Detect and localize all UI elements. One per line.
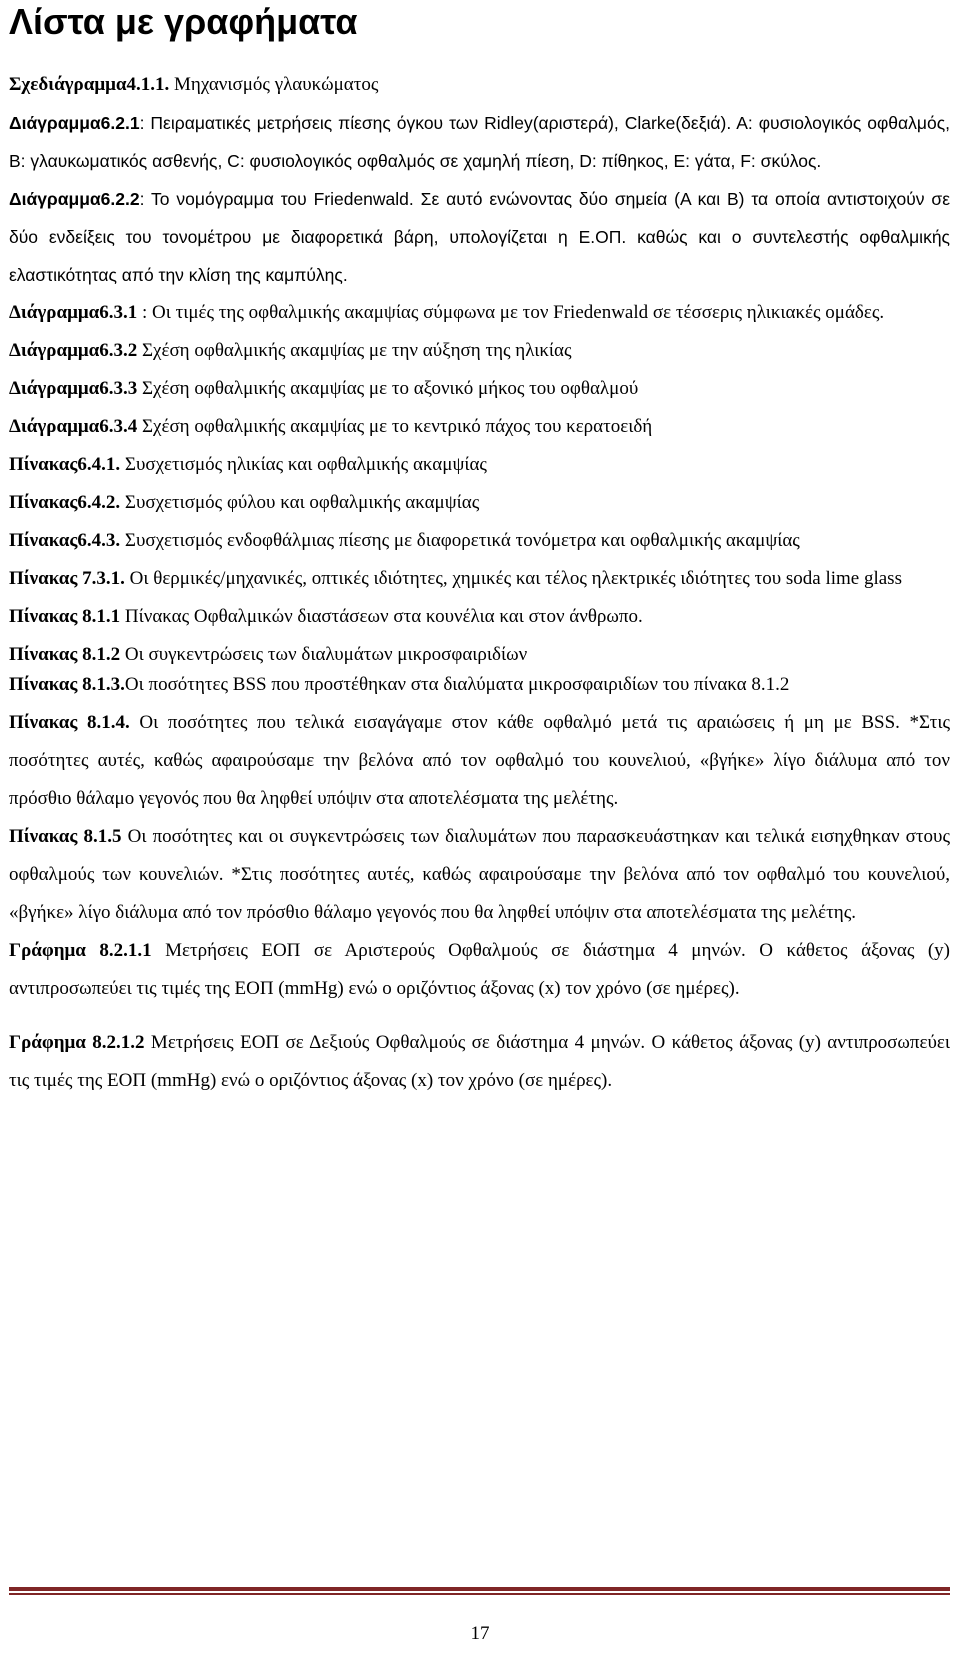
entry-text: Οι συγκεντρώσεις των διαλυμάτων μικροσφαιριδίων bbox=[120, 644, 528, 665]
entry-text: Σχέση οφθαλμικής ακαμψίας με το κεντρικό πάχος του κερατοειδή bbox=[137, 416, 653, 437]
list-item bbox=[9, 484, 950, 522]
list-item bbox=[9, 408, 950, 446]
list-item bbox=[9, 180, 950, 294]
entry-label: Πίνακας 8.1.2 bbox=[9, 644, 121, 665]
page-number: 17 bbox=[470, 1623, 490, 1644]
entry-text: Σχέση οφθαλμικής ακαμψίας με το αξονικό μήκος του οφθαλμού bbox=[137, 378, 639, 399]
entry-label: Διάγραμμα6.3.2 bbox=[9, 340, 138, 361]
entry-label: Διάγραμμα6.2.1 bbox=[9, 113, 140, 133]
list-item bbox=[9, 446, 950, 484]
entry-text: Μηχανισμός γλαυκώματος bbox=[169, 74, 379, 95]
list-item bbox=[9, 818, 950, 932]
entry-text: Συσχετισμός ηλικίας και οφθαλμικής ακαμψίας bbox=[120, 454, 487, 475]
entry-label: Γράφημα 8.2.1.2 bbox=[9, 1032, 145, 1053]
entry-text: Οι ποσότητες BSS που προστέθηκαν στα διαλύματα μικροσφαιριδίων του πίνακα 8.1.2 bbox=[124, 674, 790, 695]
entry-text: Σχέση οφθαλμικής ακαμψίας με την αύξηση της ηλικίας bbox=[137, 340, 572, 361]
entry-label: Πίνακας6.4.2. bbox=[9, 492, 121, 513]
list-item bbox=[9, 598, 950, 636]
page-title: Λίστα με γραφήματα bbox=[9, 1, 358, 42]
list-item bbox=[9, 370, 950, 408]
entry-text: Οι ποσότητες και οι συγκεντρώσεις των διαλυμάτων που παρασκευάστηκαν και τελικά εισηχθηκαν στους οφθαλμούς των κουνελιών. *Στις ποσότητες αυτές, καθώς αφαιρούσαμε την βελόνα από τον οφθαλμό του κουνελιού, «βγήκε» λίγο διάλυμα από τον πρόσθιο θάλαμο γεγονός που θα ληφθεί υπόψιν στα αποτελέσματα της μελέτης. bbox=[9, 826, 950, 923]
list-item bbox=[9, 332, 950, 370]
list-item bbox=[9, 294, 950, 332]
entry-label: Διάγραμμα6.3.4 bbox=[9, 416, 138, 437]
entry-text: Οι ποσότητες που τελικά εισαγάγαμε στον κάθε οφθαλμό μετά τις αραιώσεις ή μη με BSS. *Στις ποσότητες αυτές, καθώς αφαιρούσαμε την βελόνα από τον οφθαλμό του κουνελιού, «βγήκε» λίγο διάλυμα από τον πρόσθιο θάλαμο γεγονός που θα ληφθεί υπόψιν στα αποτελέσματα της μελέτης. bbox=[9, 712, 950, 809]
entry-text: Συσχετισμός φύλου και οφθαλμικής ακαμψίας bbox=[120, 492, 480, 513]
list-item bbox=[9, 1024, 950, 1100]
entry-label: Πίνακας 8.1.5 bbox=[9, 826, 122, 847]
list-item bbox=[9, 560, 950, 598]
list-item bbox=[9, 666, 950, 704]
entry-text: Πίνακας Οφθαλμικών διαστάσεων στα κουνέλια και στον άνθρωπο. bbox=[120, 606, 643, 627]
entry-label: Πίνακας6.4.3. bbox=[9, 530, 121, 551]
entry-text: Οι θερμικές/μηχανικές, οπτικές ιδιότητες, χημικές και τέλος ηλεκτρικές ιδιότητες του soda lime glass bbox=[124, 568, 902, 589]
list-item bbox=[9, 66, 950, 104]
list-item bbox=[9, 704, 950, 818]
entry-label: Πίνακας 8.1.1 bbox=[9, 606, 121, 627]
footer-rule-thin bbox=[9, 1593, 950, 1595]
entry-label: Πίνακας 8.1.4. bbox=[9, 712, 130, 733]
list-item bbox=[9, 104, 950, 180]
entry-label: Σχεδιάγραμμα4.1.1. bbox=[9, 74, 170, 95]
entry-text: Συσχετισμός ενδοφθάλμιας πίεσης με διαφορετικά τονόμετρα και οφθαλμικής ακαμψίας bbox=[120, 530, 800, 551]
entry-text: Μετρήσεις ΕΟΠ σε Δεξιούς Οφθαλμούς σε διάστημα 4 μηνών. Ο κάθετος άξονας (y) αντιπροσωπεύει τις τιμές της ΕΟΠ (mmHg) ενώ ο οριζόντιος άξονας (x) τον χρόνο (σε ημέρες). bbox=[9, 1032, 950, 1091]
entry-label: Πίνακας 7.3.1. bbox=[9, 568, 125, 589]
footer-rule-thick bbox=[9, 1587, 950, 1591]
entry-text: Μετρήσεις ΕΟΠ σε Αριστερούς Οφθαλμούς σε διάστημα 4 μηνών. Ο κάθετος άξονας (y) αντιπροσωπεύει τις τιμές της ΕΟΠ (mmHg) ενώ ο οριζόντιος άξονας (x) τον χρόνο (σε ημέρες). bbox=[9, 940, 950, 999]
list-item bbox=[9, 522, 950, 560]
entry-label: Διάγραμμα6.3.1 bbox=[9, 302, 138, 323]
entry-label: Διάγραμμα6.3.3 bbox=[9, 378, 138, 399]
entry-text: : Οι τιμές της οφθαλμικής ακαμψίας σύμφωνα με τον Friedenwald σε τέσσερις ηλικιακές ομάδες. bbox=[137, 302, 885, 323]
list-of-figures bbox=[9, 66, 950, 1100]
footer-rule bbox=[9, 1587, 950, 1595]
entry-text: : Το νομόγραμμα του Friedenwald. Σε αυτό ενώνοντας δύο σημεία (A και B) τα οποία αντιστοιχούν σε δύο ενδείξεις του τονομέτρου με διαφορετικά βάρη, υπολογίζεται η Ε.ΟΠ. καθώς και ο συντελεστής οφθαλμικής ελαστικότητας από την κλίση της καμπύλης. bbox=[9, 189, 950, 285]
entry-label: Γράφημα 8.2.1.1 bbox=[9, 940, 152, 961]
entry-label: Διάγραμμα6.2.2 bbox=[9, 189, 140, 209]
entry-label: Πίνακας6.4.1. bbox=[9, 454, 121, 475]
entry-label: Πίνακας 8.1.3. bbox=[9, 674, 125, 695]
entry-text: : Πειραματικές μετρήσεις πίεσης όγκου των Ridley(αριστερά), Clarke(δεξιά). A: φυσιολογικός οφθαλμός, B: γλαυκωματικός ασθενής, C: φυσιολογικός οφθαλμός σε χαμηλή πίεση, D: πίθηκος, E: γάτα, F: σκύλος. bbox=[9, 113, 950, 171]
list-item bbox=[9, 932, 950, 1008]
